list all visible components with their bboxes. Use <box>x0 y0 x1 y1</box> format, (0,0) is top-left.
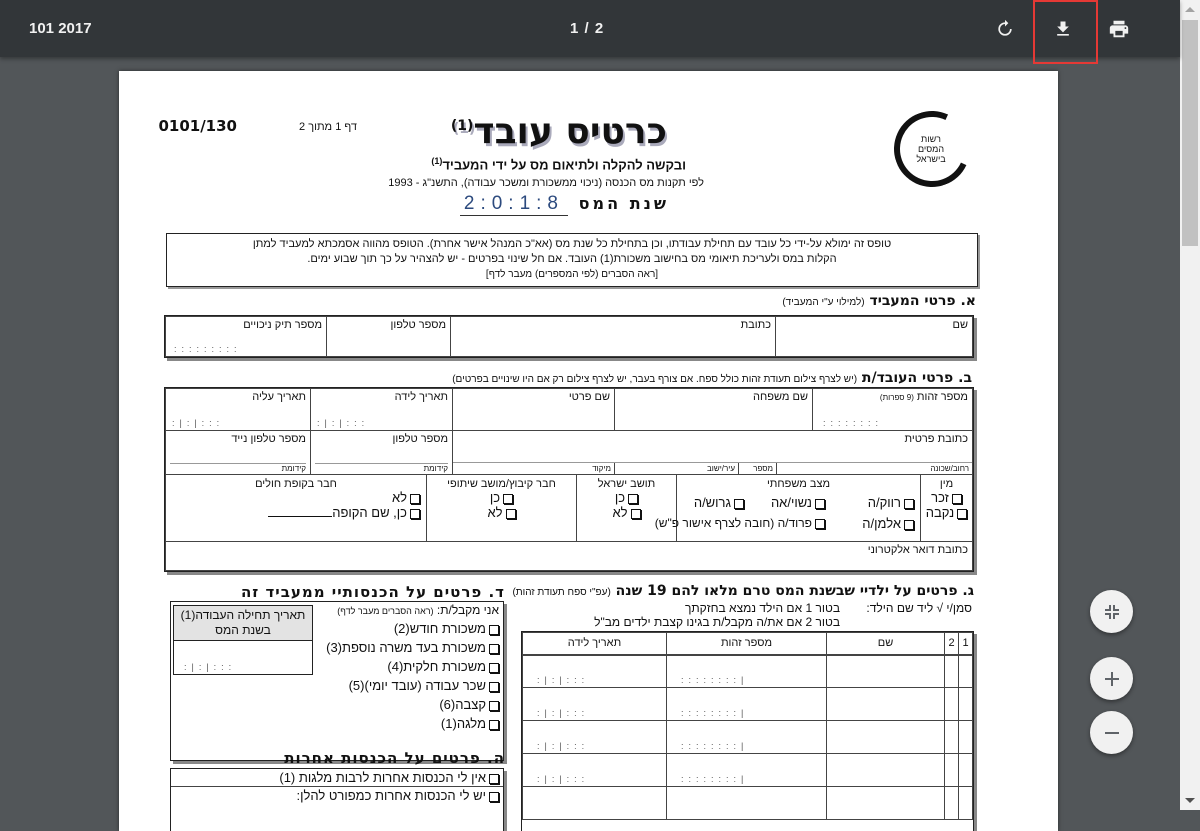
marital-widowed-option[interactable]: אלמן/ה <box>862 516 914 531</box>
birth-date-field[interactable]: תאריך לידה :|:|::: <box>311 389 453 431</box>
marital-status-group: מצב משפחתי רווק/ה נשוי/אה גרוש/ה אלמן/ה פרוד/ה (חובה לצרף אישור פ"ש) <box>676 475 920 541</box>
tax-year-value: 2:0:1:8 <box>460 193 568 216</box>
zoom-in-button[interactable] <box>1090 657 1133 700</box>
employee-id-field[interactable]: מספר זהות (9 ספרות) :::::::: <box>813 389 973 431</box>
child-name-header: שם <box>827 633 945 655</box>
income-pension-option[interactable]: קצבה(6) <box>326 695 499 714</box>
health-fund-yes-option[interactable]: כן, שם הקופה <box>172 505 420 520</box>
child-allowance-checkbox[interactable] <box>945 688 959 721</box>
column-2-note: בטור 2 אם את/ה מקבל/ת בגינו קצבת ילדים מב"ל <box>594 615 840 629</box>
child-row <box>523 655 973 688</box>
gender-female-option[interactable]: נקבה <box>921 505 972 520</box>
immigration-date-field[interactable]: תאריך עליה :|:|::: <box>166 389 311 431</box>
child-custody-checkbox[interactable] <box>959 655 973 688</box>
pdf-page <box>119 71 1058 831</box>
child-birthdate-header: תאריך לידה <box>523 633 667 655</box>
section-a-heading: א. פרטי המעביד (למילוי ע"י המעביד) <box>782 293 976 309</box>
child-name-cell[interactable] <box>827 754 945 787</box>
form-subtitle: ובקשה להקלה ולתיאום מס על ידי המעביד$^{(1)}$ <box>431 156 686 173</box>
israeli-resident-group: תושב ישראל כן לא <box>576 475 676 541</box>
zoom-out-button[interactable] <box>1090 711 1133 754</box>
kibbutz-yes-option[interactable]: כן <box>427 490 576 505</box>
child-name-cell[interactable] <box>827 655 945 688</box>
pdf-viewer[interactable] <box>0 57 1180 810</box>
kibbutz-no-option[interactable]: לא <box>427 505 576 520</box>
child-name-cell[interactable] <box>827 787 945 820</box>
plus-icon <box>1103 670 1121 688</box>
employer-address-field[interactable]: כתובת <box>451 317 776 357</box>
gender-group: מין זכר נקבה <box>920 475 972 541</box>
private-address-field[interactable]: כתובת פרטית רחוב/שכונה מספר עיר/ישוב מיקוד <box>453 431 973 475</box>
logo-text: רשות המסים בישראל <box>916 134 946 164</box>
employee-details-table <box>164 387 974 572</box>
child-birthdate-cell[interactable]: :|:|::: <box>523 655 667 688</box>
marital-divorced-option[interactable]: גרוש/ה <box>694 495 744 510</box>
child-name-cell[interactable] <box>827 688 945 721</box>
child-row <box>523 787 973 820</box>
section-e-heading: ה. פרטים על הכנסות אחרות <box>284 749 505 767</box>
income-additional-job-option[interactable]: משכורת בעד משרה נוספת(3) <box>326 638 499 657</box>
resident-yes-option[interactable]: כן <box>577 490 676 505</box>
gender-male-option[interactable]: זכר <box>921 490 972 505</box>
health-fund-group: חבר בקופת חולים לא כן, שם הקופה <box>166 475 426 541</box>
section-d-heading: ד. פרטים על הכנסותיי ממעביד זה <box>240 583 505 601</box>
phone-field[interactable]: מספר טלפון קידומת <box>311 431 453 475</box>
mobile-field[interactable]: מספר טלפון נייד קידומת <box>166 431 311 475</box>
print-button[interactable] <box>1099 10 1139 48</box>
section-b-heading: ב. פרטי העובד/ת (יש לצרף צילום תעודת זהות כולל ספח. אם צורף בעבר, יש לצרף צילום רק אם היו שינויים בפרטים) <box>452 370 972 386</box>
child-custody-checkbox[interactable] <box>959 688 973 721</box>
first-name-field[interactable]: שם פרטי <box>453 389 615 431</box>
marital-single-option[interactable]: רווק/ה <box>868 495 914 510</box>
fit-to-page-button[interactable] <box>1090 590 1133 633</box>
kibbutz-member-group: חבר קיבוץ/מושב שיתופי כן לא <box>426 475 576 541</box>
col-1-header: 1 <box>959 633 973 655</box>
child-allowance-checkbox[interactable] <box>945 787 959 820</box>
print-icon <box>1108 18 1130 40</box>
child-custody-checkbox[interactable] <box>959 787 973 820</box>
child-id-cell[interactable]: ::::::::| <box>667 754 827 787</box>
pdf-toolbar <box>0 0 1180 57</box>
child-id-header: מספר זהות <box>667 633 827 655</box>
income-monthly-option[interactable]: משכורת חודש(2) <box>326 619 499 638</box>
income-scholarship-option[interactable]: מלגה(1) <box>326 714 499 733</box>
document-title: 101 2017 <box>29 20 92 37</box>
income-details-box <box>170 601 504 761</box>
employer-name-field[interactable]: שם <box>776 317 973 357</box>
page-of-text: דף 1 מתוך 2 <box>299 121 357 133</box>
receiving-label: אני מקבל/ת: (ראה הסברים מעבר לדף) <box>337 603 499 617</box>
has-other-income-option[interactable]: יש לי הכנסות אחרות כמפורט להלן: <box>171 787 503 804</box>
rotate-icon <box>995 19 1015 39</box>
employer-details-table <box>164 315 974 358</box>
col-2-header: 2 <box>945 633 959 655</box>
page-indicator: 1 / 2 <box>570 20 605 37</box>
children-table <box>521 631 974 831</box>
section-c-heading: ג. פרטים על ילדיי שבשנת המס טרם מלאו להם 19 שנה (עפ"י ספח תעודת זהות) <box>512 583 974 599</box>
child-allowance-checkbox[interactable] <box>945 754 959 787</box>
download-icon <box>1053 19 1073 39</box>
fit-to-page-icon <box>1103 603 1121 621</box>
marital-married-option[interactable]: נשוי/אה <box>771 495 825 510</box>
children-mark-label: סמן/י √ ליד שם הילד: <box>866 601 972 615</box>
child-row <box>523 688 973 721</box>
minus-icon <box>1103 724 1121 742</box>
employer-phone-field[interactable]: מספר טלפון <box>327 317 451 357</box>
vertical-scrollbar[interactable] <box>1180 0 1200 810</box>
child-allowance-checkbox[interactable] <box>945 655 959 688</box>
child-birthdate-cell[interactable]: :|:|::: <box>523 721 667 754</box>
child-id-cell[interactable]: ::::::::| <box>667 688 827 721</box>
health-fund-no-option[interactable]: לא <box>172 490 420 505</box>
scroll-down-arrow-icon[interactable] <box>1185 798 1195 803</box>
scroll-up-arrow-icon[interactable] <box>1185 7 1195 12</box>
column-1-note: בטור 1 אם הילד נמצא בחזקתך <box>684 601 840 615</box>
download-button[interactable] <box>1043 10 1083 48</box>
resident-no-option[interactable]: לא <box>577 505 676 520</box>
child-name-cell[interactable] <box>827 721 945 754</box>
child-birthdate-cell[interactable]: :|:|::: <box>523 754 667 787</box>
no-other-income-option[interactable]: אין לי הכנסות אחרות לרבות מלגות (1) <box>171 769 503 787</box>
child-row <box>523 721 973 754</box>
employer-deduction-file-field[interactable]: מספר תיק ניכויים ::::::::: <box>166 317 327 357</box>
child-id-cell[interactable]: ::::::::| <box>667 655 827 688</box>
child-custody-checkbox[interactable] <box>959 754 973 787</box>
other-income-box <box>170 768 504 831</box>
marital-separated-option[interactable]: פרוד/ה (חובה לצרף אישור פ"ש) <box>655 516 825 530</box>
form-title: כרטיס עובד$^{(1)}$ <box>450 111 667 152</box>
rotate-button[interactable] <box>985 10 1025 48</box>
form-number: 0101/130 <box>158 117 237 135</box>
child-row <box>523 754 973 787</box>
email-field[interactable]: כתובת דואר אלקטרוני <box>166 542 973 571</box>
scrollbar-thumb[interactable] <box>1182 20 1198 246</box>
child-birthdate-cell[interactable] <box>523 787 667 820</box>
child-id-cell[interactable]: ::::::::| <box>667 721 827 754</box>
income-partial-option[interactable]: משכורת חלקית(4) <box>326 657 499 676</box>
instructions-box: טופס זה ימולא על-ידי כל עובד עם תחילת עבודתו, וכן בתחילת כל שנת מס (אא"כ המנהל אישר אחרת). הטופס מהווה אסמכתא למעביד למתן הקלות במס ולעריכת תיאומי מס בחישוב משכורת(1) העובד. אם חל שינוי בפרטים - יש להצהיר על כך תוך שבוע ימים. [ראה הסברים (לפי המספרים) מעבר לדף] <box>166 233 978 287</box>
child-custody-checkbox[interactable] <box>959 721 973 754</box>
regulation-line: לפי תקנות מס הכנסה (ניכוי ממשכורת ומשכר עבודה), התשנ"ג - 1993 <box>388 177 704 189</box>
child-id-cell[interactable] <box>667 787 827 820</box>
tax-year-label: שנת המס <box>578 194 669 213</box>
child-allowance-checkbox[interactable] <box>945 721 959 754</box>
last-name-field[interactable]: שם משפחה <box>615 389 813 431</box>
work-start-date-field[interactable]: תאריך תחילה העבודה(1) בשנת המס :|:|::: <box>173 605 313 675</box>
child-birthdate-cell[interactable]: :|:|::: <box>523 688 667 721</box>
income-daily-worker-option[interactable]: שכר עבודה (עובד יומי)(5) <box>326 676 499 695</box>
